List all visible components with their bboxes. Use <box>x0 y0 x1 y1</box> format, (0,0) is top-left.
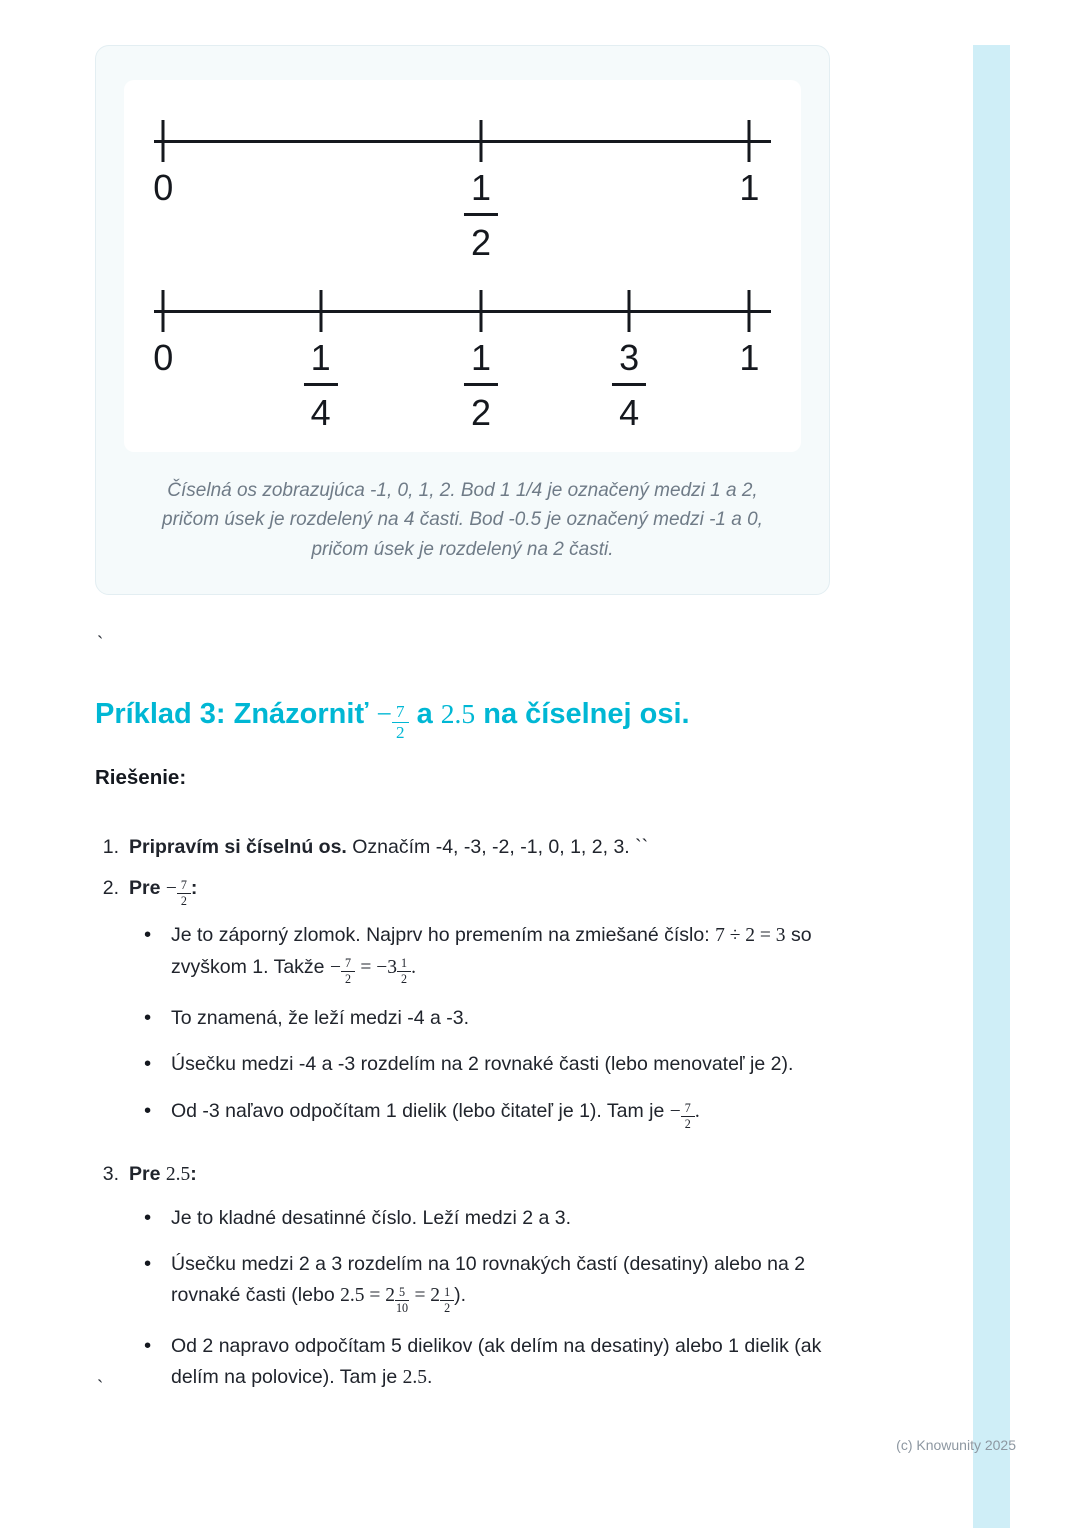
inline-fraction: $\frac{5}{10}$ <box>395 1284 409 1315</box>
step-3-bullets <box>141 1203 873 1394</box>
bullet-item: • Od -3 naľavo odpočítam 1 dielik (lebo čitateľ je 1). Tam je − $\frac{7}{2}$ . <box>141 1096 873 1131</box>
step-3: 3. Pre 2.5: <box>95 1159 873 1191</box>
bullet-item: • Úsečku medzi 2 a 3 rozdelím na 10 rovnakých častí (desatiny) alebo na 2 rovnaké časti (lebo 2.5 = 2 $\frac{5}{10}$ = 2 $\frac{1}{2}$ ). <box>141 1249 873 1315</box>
tick-label: 1 <box>739 167 760 208</box>
step-lead: Pre <box>129 1162 161 1185</box>
tick-mark <box>319 290 322 332</box>
step-2: 2. Pre − $\frac{7}{2}$ : <box>95 873 873 908</box>
tick-mark <box>480 120 483 162</box>
solution-title: Riešenie: <box>95 766 187 789</box>
inline-fraction: − $\frac{7}{2}$ <box>330 957 355 978</box>
number-line-halves <box>154 106 771 266</box>
copyright: (c) Knowunity 2025 <box>896 1437 1016 1453</box>
tick-label-fraction <box>464 337 498 433</box>
inline-math: 2.5 <box>402 1366 427 1388</box>
figure-caption: Číselná os zobrazujúca -1, 0, 1, 2. Bod 1 1/4 je označený medzi 1 a 2, pričom úsek je rozdelený na 4 časti. Bod -0.5 je označený medzi -1 a 0, pričom úsek je rozdelený na 2 časti. <box>162 480 763 560</box>
fraction-denominator: 4 <box>310 392 331 433</box>
heading-fraction: − $\frac{7}{2}$ <box>376 698 408 729</box>
inline-fraction: $\frac{1}{2}$ <box>440 1285 454 1306</box>
step-2-bullets <box>141 920 873 1131</box>
tick-label: 0 <box>153 337 174 378</box>
fraction-numerator: 1 <box>464 170 498 216</box>
step-number: 2. <box>102 877 119 900</box>
tick-mark <box>480 290 483 332</box>
bullet-item: • To znamená, že leží medzi -4 a -3. <box>141 1003 873 1034</box>
figure-card <box>95 45 830 595</box>
tick-label: 0 <box>153 167 174 208</box>
heading-connector: a <box>416 698 433 730</box>
inline-fraction: − $\frac{7}{2}$ <box>670 1101 695 1122</box>
tick-label-fraction <box>612 337 646 433</box>
fraction-denominator: 2 <box>470 392 492 433</box>
bullet-item: • Od 2 napravo odpočítam 5 dielikov (ak delím na desatiny) alebo 1 dielik (ak delím na polovice). Tam je 2.5. <box>141 1331 873 1394</box>
inline-math: 7 ÷ 2 = 3 <box>715 924 786 946</box>
tick-label-fraction <box>304 337 338 433</box>
step-text: Označím -4, -3, -2, -1, 0, 1, 2, 3. `` <box>352 836 649 859</box>
tick-mark <box>748 120 751 162</box>
step-lead: Pripravím si číselnú os. <box>129 836 347 859</box>
scrollbar-track[interactable] <box>973 45 1010 1528</box>
tick-mark <box>748 290 751 332</box>
fraction-numerator: 1 <box>464 340 498 386</box>
inline-math: 2.5 = 2 <box>340 1285 395 1307</box>
stray-backtick: ` <box>97 634 104 655</box>
fraction-numerator: 3 <box>612 340 646 386</box>
inline-math: = 2 <box>414 1285 441 1307</box>
inline-fraction: $\frac{1}{2}$ <box>397 957 411 978</box>
step-lead: Pre <box>129 877 161 900</box>
fraction-numerator: 1 <box>304 340 338 386</box>
fraction-denominator: 2 <box>470 222 492 263</box>
axis-line <box>154 140 771 143</box>
axis-line <box>154 310 771 313</box>
step-1 <box>95 832 873 863</box>
tick-mark <box>628 290 631 332</box>
step-number: 3. <box>102 1162 119 1185</box>
heading-prefix: Príklad 3: Znázorniť <box>95 698 369 730</box>
bullet-item: • Úsečku medzi -4 a -3 rozdelím na 2 rovnaké časti (lebo menovateľ je 2). <box>141 1049 873 1080</box>
bullet-item: • Je to kladné desatinné číslo. Leží medzi 2 a 3. <box>141 1203 873 1234</box>
inline-fraction: − $\frac{7}{2}$ <box>166 878 191 899</box>
example-heading <box>95 696 915 743</box>
inline-math: = −3 <box>360 956 398 978</box>
heading-suffix: na číselnej osi. <box>483 698 690 730</box>
tick-mark <box>162 290 165 332</box>
stray-backtick: ` <box>97 1378 104 1399</box>
heading-decimal: 2.5 <box>440 698 476 729</box>
fraction-denominator: 4 <box>619 392 640 433</box>
step-number: 1. <box>102 836 119 859</box>
tick-label: 1 <box>739 337 760 378</box>
tick-label-fraction <box>464 167 498 263</box>
bullet-item: • Je to záporný zlomok. Najprv ho premením na zmiešané číslo: 7 ÷ 2 = 3 so zvyškom 1. Takže − $\frac{7}{2}$ = −3 $\frac{1}{2}$ . <box>141 920 873 987</box>
inline-math: 2.5 <box>165 1163 191 1185</box>
tick-mark <box>162 120 165 162</box>
solution-section <box>95 762 873 1422</box>
number-line-figure <box>124 80 801 452</box>
number-line-quarters <box>154 276 771 434</box>
